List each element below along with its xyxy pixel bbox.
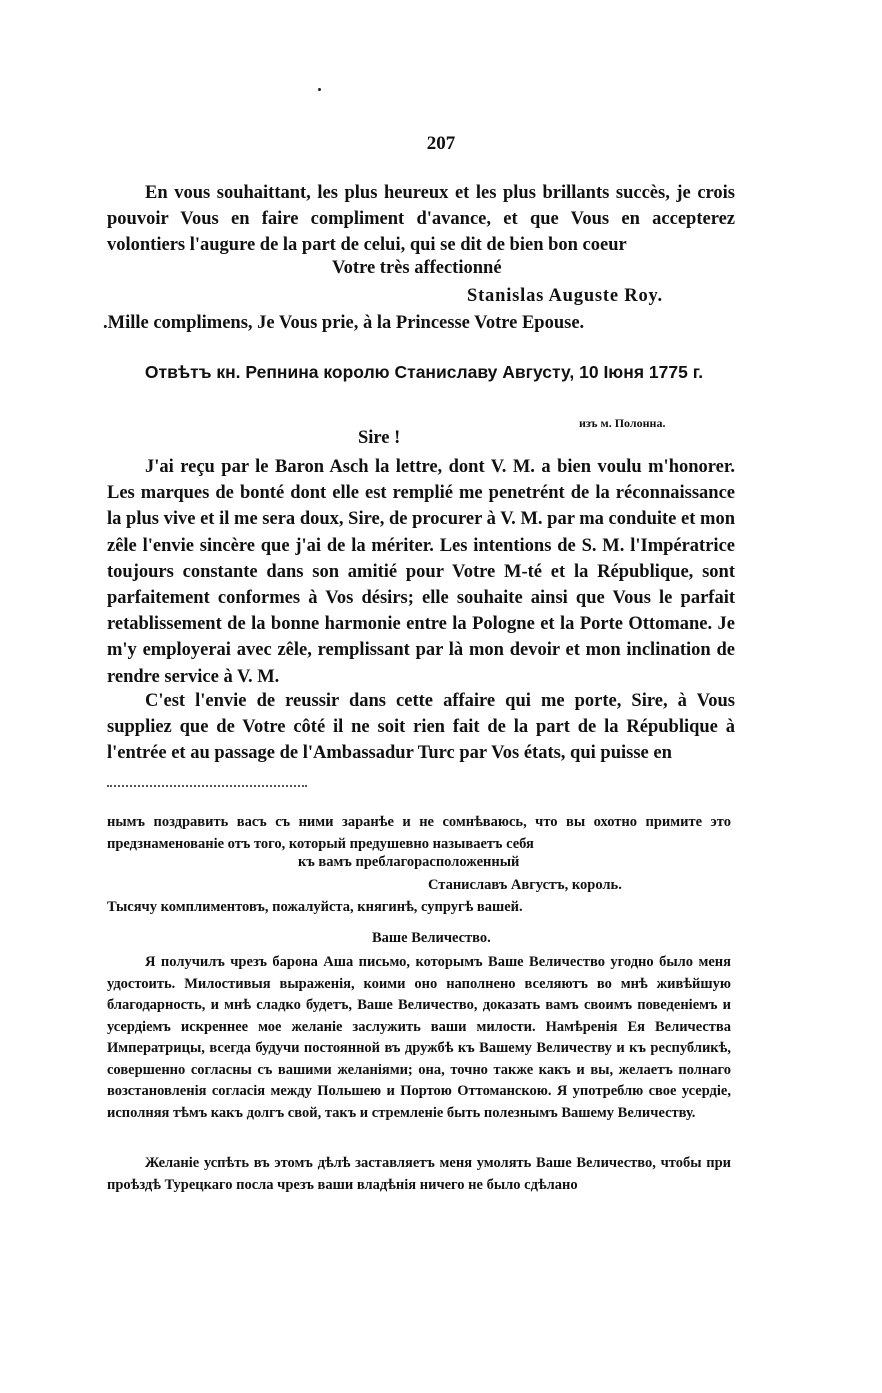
- french-signature-line1: Votre très affectionné: [332, 258, 502, 278]
- page-number: 207: [426, 133, 456, 154]
- russian-postscript: Тысячу комплиментовъ, пожалуйста, княгинѣ, супругѣ вашей.: [107, 899, 523, 915]
- french-postscript: .Mille complimens, Je Vous prie, à la Princesse Votre Epouse.: [103, 313, 585, 333]
- french-closing-paragraph: En vous souhaittant, les plus heureux et les plus brillants succès, je crois pouvoir Vous en faire compliment d'avance, et que Vous en accepterez volontiers l'augure de la part de celui, qui se dit de bien bon coeur: [107, 183, 735, 256]
- letter-origin: изъ м. Полонна.: [579, 416, 666, 430]
- french-paragraph-2: C'est l'envie de reussir dans cette affaire qui me porte, Sire, à Vous suppliez que de Votre côté il ne soit rien fait de la part de la République à l'entrée et au passage de l'Ambassadur Turc par Vos états, qui puisse en: [107, 691, 735, 764]
- section-heading: Отвѣтъ кн. Репнина королю Станиславу Августу, 10 Iюня 1775 г.: [144, 362, 704, 382]
- french-paragraph-1: J'ai reçu par le Baron Asch la lettre, dont V. M. a bien voulu m'honorer. Les marques de bonté dont elle est remplié me penetrént de la réconnaissance la plus vive et il me sera doux, Sire, de procurer à V. M. par ma conduite et mon zêle l'envie sincère que j'ai de la mériter. Les intentions de S. M. l'Impératrice toujours constante dans son amitié pour Votre M-té et la République, sont parfaitement conformes à Vos désirs; elle souhaite ainsi que Vous le parfait retablissement de la bonne harmonie entre la Pologne et la Porte Ottomane. Je m'y employerai avec zêle, remplissant par là mon devoir et mon inclination de rendre service à V. M.: [107, 457, 735, 687]
- russian-signature-line2: Станиславъ Августъ, король.: [428, 877, 622, 893]
- french-signature-line2: Stanislas Auguste Roy.: [467, 286, 663, 306]
- french-salutation: Sire !: [358, 428, 401, 448]
- cut-off-line: [107, 785, 307, 791]
- russian-salutation: Ваше Величество.: [372, 930, 491, 946]
- russian-closing-paragraph: нымъ поздравить васъ съ ними заранѣе и не сомнѣваюсь, что вы охотно примите это предзнаменованіе отъ того, который предушевно называетъ себя: [107, 814, 731, 852]
- russian-paragraph-1: Я получилъ чрезъ барона Аша письмо, которымъ Ваше Величество угодно было меня удостоить. Милостивыя выраженія, коими оно наполнено вселяютъ во мнѣ живѣйшую благодарность, и мнѣ сладко будетъ, Ваше Величество, доказать вамъ своимъ поведеніемъ и усердіемъ искреннее мое желаніе заслужить ваши милости. Намѣренія Ея Величества Императрицы, всегда будучи постоянной въ дружбѣ къ Вашему Величеству и къ республикѣ, совершенно согласны съ вашими желаніями; она, точно также какъ и вы, желаетъ полнаго возстановленія согласія между Польшею и Портою Оттоманскою. Я употреблю свое усердіе, исполняя тѣмъ какъ долгъ свой, такъ и стремленіе быть полезнымъ Вашему Величеству.: [107, 954, 731, 1121]
- russian-signature-line1: къ вамъ преблагорасположенный: [298, 854, 520, 870]
- russian-paragraph-2: Желаніе успѣть въ этомъ дѣлѣ заставляетъ меня умолять Ваше Величество, чтобы при проѣздѣ Турецкаго посла чрезъ ваши владѣнія ничего не было сдѣлано: [107, 1155, 731, 1193]
- print-speck: [318, 88, 321, 91]
